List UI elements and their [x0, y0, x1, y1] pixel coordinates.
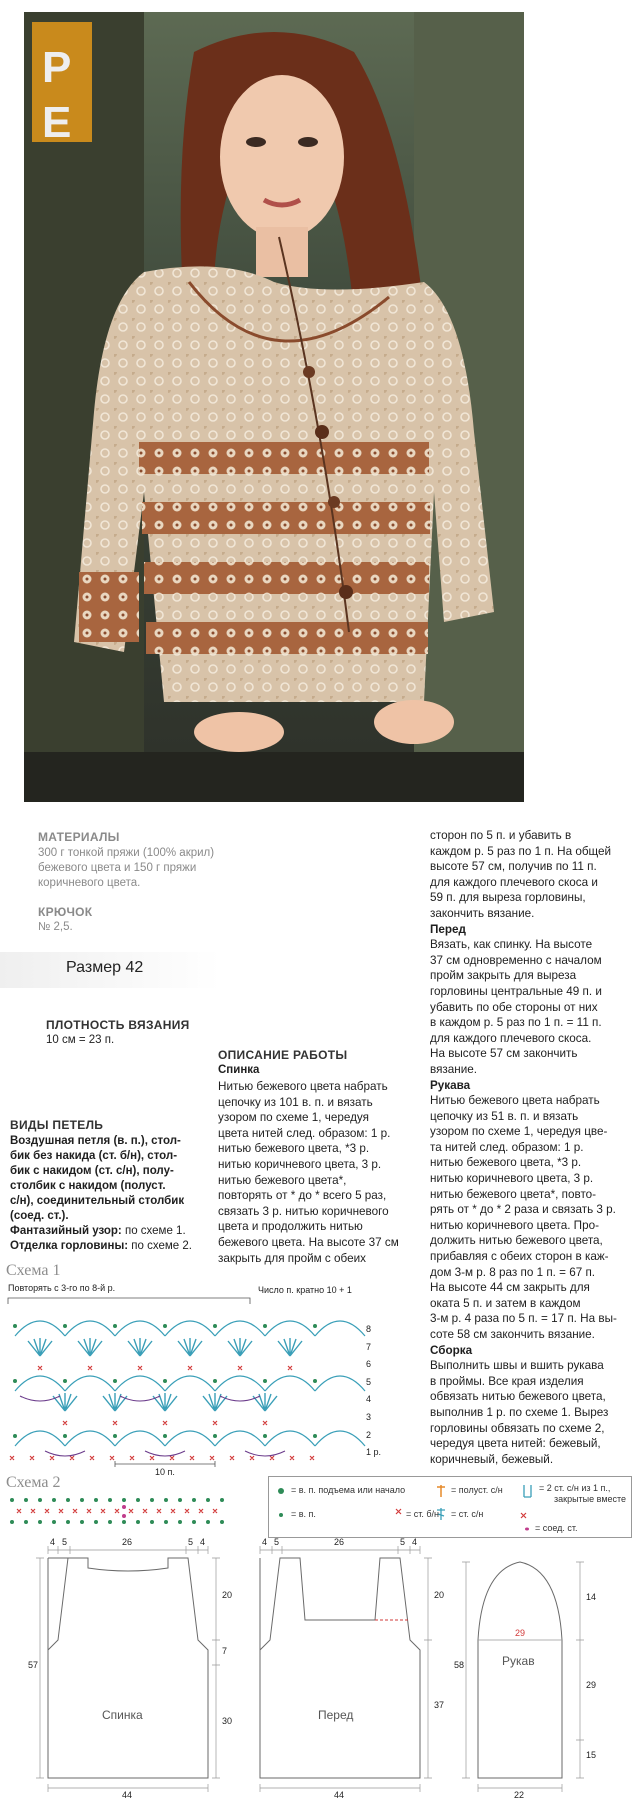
hook-value: № 2,5. — [38, 921, 73, 933]
stitch-crosses — [10, 1366, 314, 1460]
stitches-line: с/н), соединительный столбик — [10, 1195, 185, 1207]
materials-line: бежевого цвета и 150 г пряжи — [38, 862, 197, 874]
sleeve-line: Нитью бежевого цвета набрать — [430, 1094, 600, 1108]
back-line: нитью бежевого цвета, *3 р. — [218, 1142, 370, 1156]
front-line: Вязать, как спинку. На высоте — [430, 938, 593, 952]
model-photo — [24, 12, 524, 802]
sleeve-right-dim: 29 — [586, 1680, 597, 1690]
back-right-dim: 30 — [222, 1716, 233, 1726]
garment-schematics — [0, 1540, 640, 1800]
svg-text:E: E — [42, 98, 72, 147]
stitches-line: Воздушная петля (в. п.), стол- — [10, 1135, 181, 1147]
front-top-dim: 5 — [274, 1537, 280, 1547]
back-text — [218, 1079, 410, 1266]
assembly-line: обвязать нитью бежевого цвета, — [430, 1390, 606, 1404]
row-number: 4 — [366, 1394, 372, 1405]
assembly-line: Выполнить швы и вшить рукава — [430, 1359, 604, 1373]
sleeve-line: рять от * до * 2 раза и связать 3 р. — [430, 1203, 616, 1217]
sleeve-line: дом 3-м р. 8 раз по 1 п. = 67 п. — [430, 1265, 596, 1279]
sleeve-label: Рукав — [502, 1654, 535, 1668]
sleeve-line: нитью бежевого цвета, *3 р. — [430, 1156, 582, 1170]
sleeve-left-dim: 58 — [454, 1660, 465, 1670]
back-line: закрыть для пройм с обеих — [218, 1251, 366, 1265]
stitches-line: столбик с накидом (полуст. — [10, 1180, 166, 1192]
col3-line: каждом р. 5 раз по 1 п. На общей — [430, 844, 612, 858]
back-line: цвета нитей след. образом: 1 р. — [218, 1126, 391, 1140]
assembly-line: в проймы. Все края изделия — [430, 1374, 584, 1388]
row-number: 3 — [366, 1411, 372, 1422]
legend-box — [268, 1476, 632, 1538]
sleeve-bottom-dim: 22 — [514, 1790, 525, 1800]
stitches-line: бик с накидом (ст. с/н), полу- — [10, 1165, 174, 1177]
col3-line: высоте 57 см, получив по 11 п. — [430, 860, 597, 874]
row-number: 8 — [366, 1324, 372, 1334]
col3-line: сторон по 5 п. и убавить в — [430, 829, 572, 842]
stitches-line: (соед. ст.). — [10, 1210, 69, 1222]
front-top-dim: 4 — [412, 1537, 418, 1547]
front-line: На высоте 57 см закончить — [430, 1047, 578, 1061]
materials-line: коричневого цвета. — [38, 877, 141, 889]
stitches-title: ВИДЫ ПЕТЕЛЬ — [10, 1118, 104, 1132]
front-line: пройм закрыть для выреза — [430, 969, 577, 983]
assembly-title: Сборка — [430, 1343, 473, 1357]
sleeve-line: оката 5 п. и затем в каждом — [430, 1296, 581, 1310]
materials-line: 300 г тонкой пряжи (100% акрил) — [38, 847, 215, 859]
sleeve-line: 3-м р. 4 раза по 5 п. = 17 п. На вы- — [430, 1312, 617, 1326]
schema2-chart — [6, 1494, 256, 1528]
schema2-title: Схема 2 — [6, 1474, 61, 1491]
front-title: Перед — [430, 922, 466, 936]
front-right-dim: 37 — [434, 1700, 445, 1710]
materials-title: МАТЕРИАЛЫ — [38, 830, 120, 844]
back-line: связать 3 р. нитью коричневого — [218, 1204, 389, 1218]
front-line: убавить по обе стороны от них — [430, 1000, 598, 1014]
sleeve-width-dim: 29 — [515, 1628, 526, 1638]
legend-sc: = ст. б/н — [406, 1509, 440, 1519]
legend-cluster: = 2 ст. с/н из 1 п., — [539, 1483, 611, 1493]
row-number: 1 р. — [366, 1447, 382, 1458]
sleeve-line: нитью коричневого цвета, 3 р. — [430, 1172, 594, 1186]
back-title: Спинка — [218, 1064, 260, 1076]
front-line: в каждом р. 5 раз по 1 п. = 11 п. — [430, 1016, 602, 1030]
schema1-title: Схема 1 — [6, 1262, 61, 1279]
front-line: для каждого плечевого скоса. — [430, 1031, 592, 1045]
row-number: 5 — [366, 1376, 372, 1387]
front-schematic — [260, 1558, 420, 1778]
gauge-value: 10 см = 23 п. — [46, 1034, 115, 1046]
hook-title: КРЮЧОК — [38, 905, 93, 919]
back-line: цепочку из 101 в. п. и вязать — [218, 1095, 373, 1109]
legend-cluster-2: закрытые вместе — [554, 1494, 627, 1504]
assembly-line: коричневый, бежевый. — [430, 1452, 554, 1466]
fan-stitches — [28, 1338, 302, 1411]
row-number: 6 — [366, 1359, 372, 1370]
schema1-row-numbers — [366, 1321, 381, 1462]
front-bottom-dim: 44 — [334, 1790, 345, 1800]
back-line: нитью бежевого цвета*, — [218, 1173, 347, 1187]
sleeve-line: цепочку из 51 в. п. и вязать — [430, 1109, 579, 1123]
sleeve-right-dim: 15 — [586, 1750, 597, 1760]
assembly-line: горловины обвязать по схеме 2, — [430, 1421, 605, 1435]
sleeve-line: нитью бежевого цвета*, повто- — [430, 1187, 597, 1201]
sleeve-schematic — [478, 1562, 562, 1778]
sleeve-line: та нитей след. образом: 1 р. — [430, 1140, 584, 1154]
work-title: ОПИСАНИЕ РАБОТЫ — [218, 1048, 348, 1062]
legend-half-dc: = полуст. с/н — [451, 1485, 503, 1495]
back-line: повторять от * до * всего 5 раз, — [218, 1189, 387, 1203]
front-top-dim: 26 — [334, 1537, 345, 1547]
schema1-repeat-note: Повторять с 3-го по 8-й р. — [8, 1283, 116, 1293]
sleeve-line: нитью коричневого цвета. Про- — [430, 1218, 599, 1232]
back-line: узором по схеме 1, чередуя — [218, 1111, 369, 1125]
back-line: нитью коричневого цвета, 3 р. — [218, 1157, 382, 1171]
back-line: бежевого цвета. На высоте 37 см — [218, 1235, 399, 1249]
fancy-value: по схеме 1. — [124, 1225, 186, 1237]
front-top-dim: 5 — [400, 1537, 406, 1547]
fancy-label: Фантазийный узор: — [10, 1225, 122, 1237]
col3-line: закончить вязание. — [430, 906, 535, 920]
col3-line: для каждого плечевого скоса и — [430, 875, 598, 889]
assembly-line: чередуя цвета нитей: бежевый, — [430, 1437, 601, 1451]
back-top-dim: 4 — [50, 1537, 56, 1547]
sweater-photo-illustration — [24, 12, 524, 802]
size-label: Размер 42 — [66, 959, 144, 976]
legend-ch: = в. п. — [291, 1509, 316, 1519]
col3-text — [430, 828, 618, 1467]
back-bottom-dim: 44 — [122, 1790, 133, 1800]
back-left-dim: 57 — [28, 1660, 39, 1670]
schema1-multiple-note: Число п. кратно 10 + 1 — [258, 1285, 352, 1295]
sleeve-line: прибавляя с обеих сторон в каж- — [430, 1250, 609, 1264]
front-top-dim: 4 — [262, 1537, 268, 1547]
stitches-line: бик без накида (ст. б/н), стол- — [10, 1150, 178, 1162]
svg-text:P: P — [42, 43, 72, 92]
sleeve-line: соте 58 см закончить вязание. — [430, 1328, 595, 1341]
legend-dc: = ст. с/н — [451, 1509, 484, 1519]
stitch-dots — [13, 1324, 317, 1438]
legend-slip: = соед. ст. — [535, 1523, 578, 1533]
neck-label: Отделка горловины: — [10, 1240, 129, 1252]
back-line: Нитью бежевого цвета набрать — [218, 1080, 388, 1093]
back-right-dim: 7 — [222, 1646, 228, 1656]
front-right-dim: 20 — [434, 1590, 445, 1600]
neck-value: по схеме 2. — [131, 1240, 192, 1252]
back-top-dim: 5 — [62, 1537, 68, 1547]
back-schematic — [48, 1558, 208, 1778]
sleeve-line: должить нитью бежевого цвета, — [430, 1234, 603, 1248]
back-top-dim: 4 — [200, 1537, 206, 1547]
sleeve-right-dim: 14 — [586, 1592, 597, 1602]
back-top-dim: 5 — [188, 1537, 194, 1547]
schema1-chart — [0, 1296, 380, 1476]
legend-ch-start: = в. п. подъема или начало — [291, 1485, 406, 1495]
stitches-text — [10, 1134, 222, 1254]
materials-text — [38, 846, 248, 891]
back-label: Спинка — [102, 1708, 143, 1722]
back-right-dim: 20 — [222, 1590, 233, 1600]
sleeve-line: узором по схеме 1, чередуя цве- — [430, 1125, 608, 1139]
col3-line: 59 п. для выреза горловины, — [430, 891, 586, 905]
front-line: горловины центральные 49 п. и — [430, 984, 602, 998]
schema1-width-label: 10 п. — [155, 1467, 175, 1477]
back-line: цвета и продолжить нитью — [218, 1220, 363, 1234]
sleeve-line: На высоте 44 см закрыть для — [430, 1281, 590, 1295]
row-number: 2 — [366, 1429, 372, 1440]
front-label: Перед — [318, 1708, 354, 1722]
back-top-dim: 26 — [122, 1537, 133, 1547]
front-line: 37 см одновременно с началом — [430, 953, 602, 967]
sleeve-title: Рукава — [430, 1078, 471, 1092]
row-number: 7 — [366, 1341, 372, 1352]
front-line: вязание. — [430, 1062, 477, 1076]
gauge-title: ПЛОТНОСТЬ ВЯЗАНИЯ — [46, 1018, 190, 1032]
assembly-line: выполнив 1 р. по схеме 1. Вырез — [430, 1405, 609, 1419]
